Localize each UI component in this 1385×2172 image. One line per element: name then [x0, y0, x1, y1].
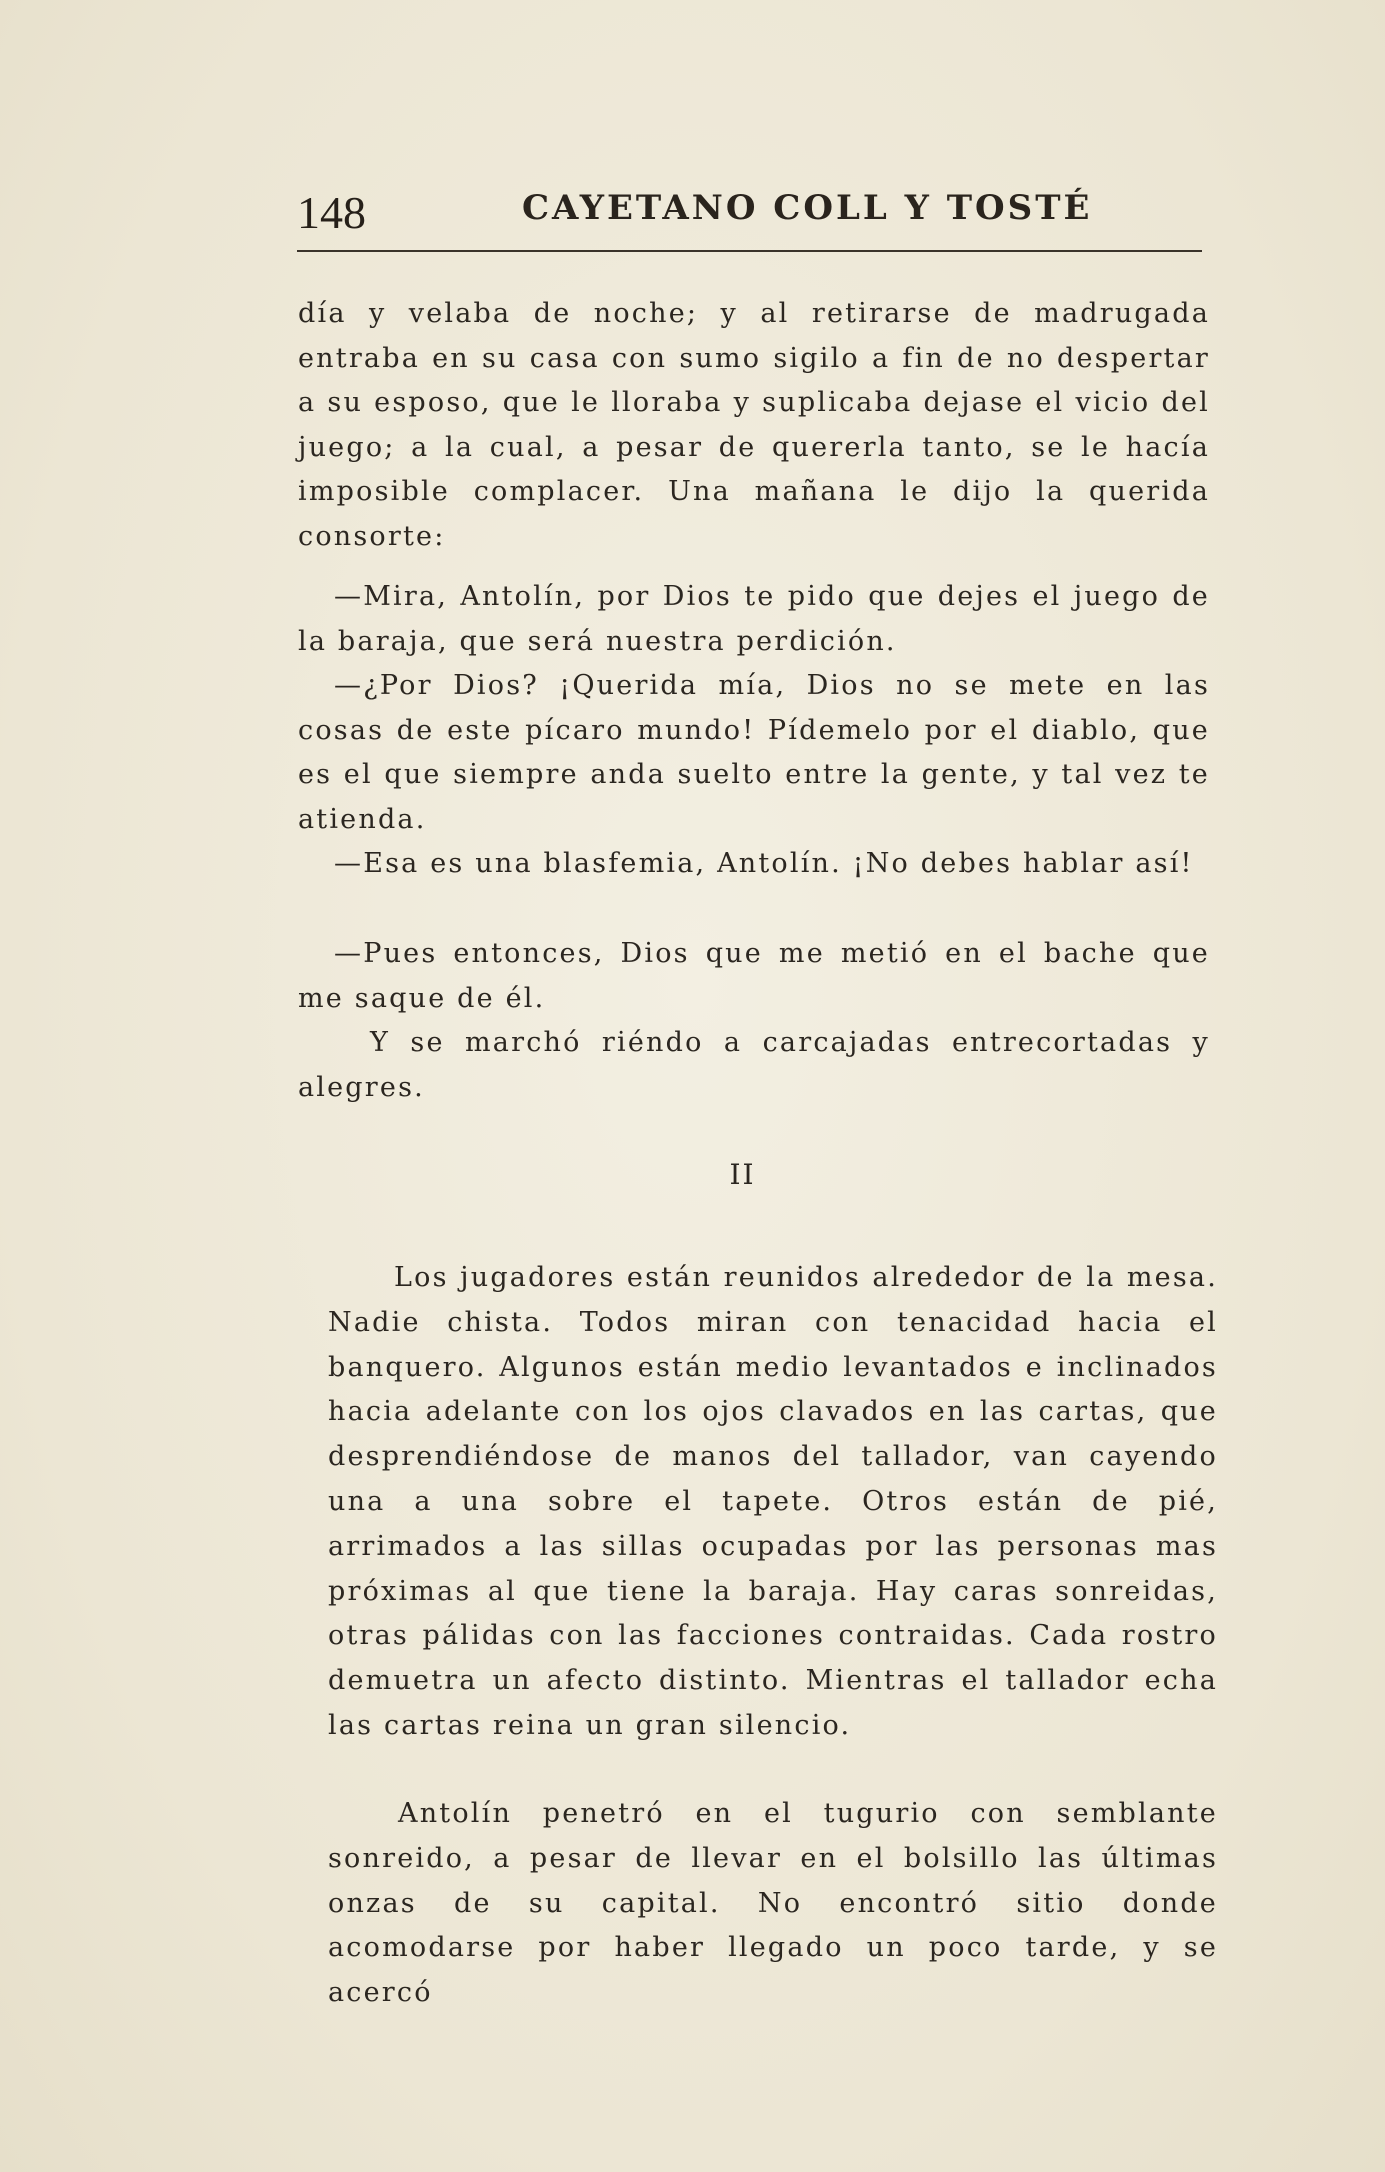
dialogue-paragraph: —Pues entonces, Dios que me metió en el bache que me saque de él.	[298, 938, 1210, 1014]
page-header	[297, 180, 1207, 250]
paragraph: Los jugadores están reunidos alrededor de la mesa. Nadie chista. Todos miran con tenacidad hacia el banquero. Algunos están medio levantados e inclinados hacia adelante con los ojos clavados en las cartas, que desprendiéndose de manos del tallador, van cayendo una a una sobre el tapete. Otros están de pié, arrimados a las sillas ocupadas por las personas mas próximas al que tiene la baraja. Hay caras sonreidas, otras pálidas con las facciones contraidas. Cada rostro demuetra un afecto distinto. Mientras el tallador echa las cartas reina un gran silencio.	[328, 1262, 1218, 1741]
section-heading: II	[729, 1158, 756, 1191]
paragraph: día y velaba de noche; y al retirarse de madrugada entraba en su casa con sumo sigilo a fin de no despertar a su esposo, que le lloraba y suplicaba dejase el vicio del juego; a la cual, a pesar de quererla tanto, se le hacía imposible complacer. Una mañana le dijo la querida consorte:	[298, 298, 1210, 552]
dialogue-paragraph: —Esa es una blasfemia, Antolín. ¡No debes hablar así!	[334, 848, 1194, 879]
header-rule	[297, 250, 1202, 252]
dialogue-paragraph: —Mira, Antolín, por Dios te pido que dejes el juego de la baraja, que será nuestra perdición.	[298, 581, 1210, 657]
paragraph: Y se marchó riéndo a carcajadas entrecortadas y alegres.	[298, 1027, 1210, 1103]
page-number: 148	[297, 187, 366, 238]
running-title: CAYETANO COLL Y TOSTÉ	[522, 188, 1093, 228]
paragraph: Antolín penetró en el tugurio con semblante sonreido, a pesar de llevar en el bolsillo las últimas onzas de su capital. No encontró sitio donde acomodarse por haber llegado un poco tarde, y se acercó	[328, 1798, 1218, 2009]
dialogue-paragraph: —¿Por Dios? ¡Querida mía, Dios no se mete en las cosas de este pícaro mundo! Pídemelo por el diablo, que es el que siempre anda suelto entre la gente, y tal vez te atienda.	[298, 670, 1210, 835]
